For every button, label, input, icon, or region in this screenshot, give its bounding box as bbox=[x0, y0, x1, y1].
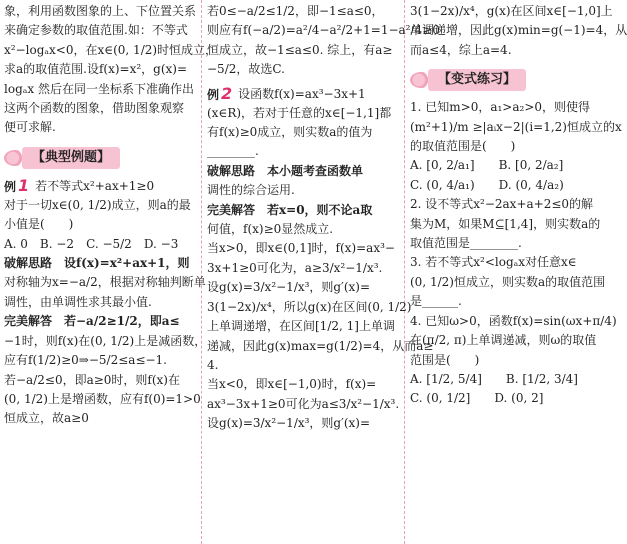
text-line: 恒成立，故a≥0 bbox=[4, 411, 89, 426]
text-line: 而a≤4，综上a=4. bbox=[410, 42, 512, 57]
text-line: logₐx 然后在同一坐标系下准确作出 bbox=[4, 81, 194, 96]
text-line: 恒成立，故−1≤a≤0. 综上，有a≥ bbox=[207, 42, 393, 57]
exercise-line: 1. 已知m>0，a₁>a₂>0，则使得 bbox=[410, 100, 591, 115]
text-line: 当x<0，即x∈[−1,0)时，f(x)= bbox=[207, 377, 377, 392]
exercise-line: 的取值范围是( ) bbox=[410, 139, 516, 154]
text-line: −1时，则f(x)在(0, 1/2)上是减函数， bbox=[4, 333, 207, 348]
exercise-line: 2. 设不等式x²−2ax+a+2≤0的解 bbox=[410, 197, 594, 212]
text-line: 这两个函数的图象，借助图象观察 bbox=[4, 101, 185, 116]
text-line: 上单调递增，在区间[1/2, 1]上单调 bbox=[207, 319, 395, 334]
exercise-line: 范围是( ) bbox=[410, 352, 480, 367]
text-line: 当x>0，即x∈(0,1]时，f(x)=ax³− bbox=[207, 241, 395, 256]
exercise-line: 集为M，如果M⊆[1,4]，则实数a的 bbox=[410, 216, 601, 231]
answer-options: C. (0, 1/2] D. (0, 2] bbox=[410, 391, 544, 406]
text-line: 有f(x)≥0成立，则实数a的值为 bbox=[207, 125, 373, 140]
approach-line: 破解思路 设f(x)=x²+ax+1，则 bbox=[4, 256, 190, 271]
answer-options: C. (0, 4/a₁) D. (0, 4/a₂) bbox=[410, 177, 564, 192]
example-2-heading bbox=[207, 84, 400, 104]
section-banner-typical-examples bbox=[4, 146, 196, 170]
solution-line: 完美解答 若x=0，则不论a取 bbox=[207, 202, 373, 217]
text-line: 象，利用函数图象的上、下位置关系 bbox=[4, 4, 197, 18]
exercise-line: 3. 若不等式x²<logₐx对任意x∈ bbox=[410, 255, 577, 270]
text-line: 4. bbox=[207, 357, 219, 372]
column-right bbox=[410, 0, 627, 544]
exercise-line: 是______. bbox=[410, 294, 462, 309]
text-line: 单调递增，因此g(x)min=g(−1)=4，从 bbox=[410, 23, 627, 38]
column-divider bbox=[201, 0, 202, 544]
answer-options: A. [0, 2/a₁] B. [0, 2/a₂] bbox=[410, 158, 564, 173]
answer-options: A. 0 B. −2 C. −5/2 D. −3 bbox=[4, 236, 179, 251]
approach-line: 破解思路 本小题考查函数单 bbox=[207, 163, 364, 178]
text-line: 3(1−2x)/x⁴，g(x)在区间x∈[−1,0]上 bbox=[410, 4, 613, 18]
text-line: 对称轴为x=−a/2，根据对称轴判断单 bbox=[4, 275, 206, 290]
example-1-heading bbox=[4, 176, 196, 196]
example-text: 设函数f(x)=ax³−3x+1 bbox=[238, 87, 366, 102]
text-line: 3(1−2x)/x⁴，所以g(x)在区间(0, 1/2) bbox=[207, 299, 412, 314]
text-line: 便可求解. bbox=[4, 120, 56, 135]
text-line: 递减，因此g(x)max=g(1/2)=4，从而a≥ bbox=[207, 338, 434, 353]
exercise-line: 取值范围是________. bbox=[410, 236, 522, 251]
text-line: 若0≤−a/2≤1/2，即−1≤a≤0， bbox=[207, 4, 384, 18]
section-banner-variant-exercises bbox=[410, 68, 600, 92]
column-left bbox=[4, 0, 218, 544]
section-title: 【变式练习】 bbox=[428, 69, 526, 91]
text-line: 求a的取值范围.设f(x)=x²，g(x)= bbox=[4, 62, 188, 77]
example-tag bbox=[4, 176, 29, 195]
text-line: 对于一切x∈(0, 1/2)成立，则a的最 bbox=[4, 197, 191, 212]
text-line: 设g(x)=3/x²−1/x³，则g′(x)= bbox=[207, 280, 371, 295]
text-line: 小值是( ) bbox=[4, 217, 74, 232]
text-line: 若−a/2≤0，即a≥0时，则f(x)在 bbox=[4, 372, 180, 387]
example-label: 例 bbox=[207, 88, 220, 103]
text-line: x²−logₐx<0，在x∈(0, 1/2)时恒成立， bbox=[4, 42, 218, 57]
example-tag bbox=[207, 84, 232, 103]
text-line: ax³−3x+1≥0可化为a≤3/x²−1/x³. bbox=[207, 396, 400, 411]
example-number: 2 bbox=[221, 84, 233, 104]
text-line: 应有f(1/2)≥0⇒−5/2≤a≤−1. bbox=[4, 353, 167, 368]
example-number: 1 bbox=[18, 176, 30, 196]
text-line: 3x+1≥0可化为，a≥3/x²−1/x³. bbox=[207, 260, 383, 275]
example-label: 例 bbox=[4, 180, 17, 195]
exercise-line: 在(π/2, π)上单调递减，则ω的取值 bbox=[410, 333, 597, 348]
text-line: 何值，f(x)≥0显然成立. bbox=[207, 222, 334, 237]
solution-line: 完美解答 若−a/2≥1/2，即a≤ bbox=[4, 314, 180, 329]
answer-blank: ________. bbox=[207, 144, 259, 159]
text-line: 则应有f(−a/2)=a²/4−a²/2+1=1−a²/4≥0 bbox=[207, 23, 440, 38]
text-line: 设g(x)=3/x²−1/x³，则g′(x)= bbox=[207, 416, 371, 431]
exercise-line: (0, 1/2)恒成立，则实数a的取值范围 bbox=[410, 274, 606, 289]
section-title: 【典型例题】 bbox=[22, 147, 120, 169]
text-line: (0, 1/2)上是增函数，应有f(0)=1>0 bbox=[4, 391, 201, 406]
text-line: (x∈R)，若对于任意的x∈[−1,1]都 bbox=[207, 105, 392, 120]
answer-options: A. [1/2, 5/4] B. [1/2, 3/4] bbox=[410, 371, 578, 386]
exercise-line: 4. 已知ω>0，函数f(x)=sin(ωx+π/4) bbox=[410, 313, 617, 328]
text-line: 调性的综合运用. bbox=[207, 183, 295, 198]
example-text: 若不等式x²+ax+1≥0 bbox=[35, 179, 155, 194]
text-line: −5/2，故选C. bbox=[207, 62, 285, 77]
column-divider bbox=[404, 0, 405, 544]
text-line: 来确定参数的取值范围.如：不等式 bbox=[4, 23, 188, 38]
text-line: 调性，由单调性求其最小值. bbox=[4, 294, 152, 309]
exercise-line: (m²+1)/m ≥|aᵢx−2|(i=1,2)恒成立的x bbox=[410, 119, 622, 134]
column-middle bbox=[207, 0, 440, 544]
